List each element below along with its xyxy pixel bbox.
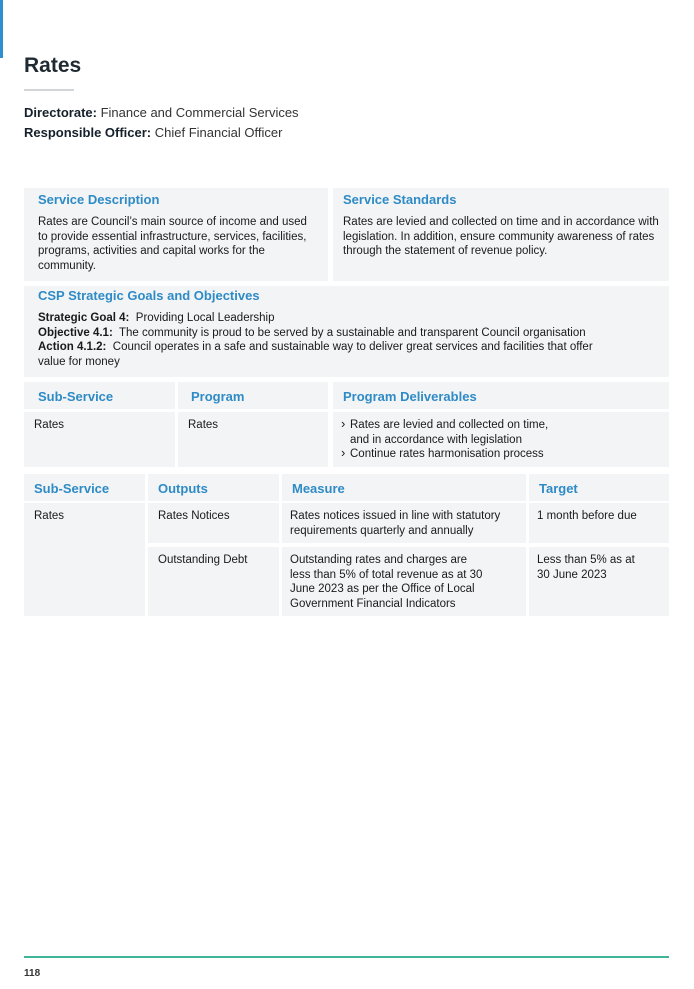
csp-goal [38,311,655,326]
edge-accent-bar [0,0,3,58]
service-description-heading: Service Description [38,192,160,207]
output-value: Outstanding Debt [158,554,248,566]
sub-service-value: Rates [34,419,65,431]
outputs-table-sub-service-cell [24,503,145,616]
program-table-header-deliverables [333,382,669,409]
service-description-text: Rates are Council’s main source of income and used to provide essential infrastructure, services, facilities, programs, activities and capital works for the community. [38,216,307,272]
program-table-sub-service-cell [24,412,175,467]
table-row-output [148,503,279,543]
service-description-panel [24,188,328,281]
csp-heading: CSP Strategic Goals and Objectives [38,288,260,303]
outputs-table-header-measure [282,474,526,501]
header-label: Program Deliverables [343,389,477,404]
officer-line [24,125,282,140]
page-title: Rates [24,54,82,77]
page-number: 118 [24,968,41,979]
program-table-program-cell [178,412,328,467]
csp-action [38,340,608,369]
csp-action-label: Action 4.1.2: [38,341,107,353]
officer-label: Responsible Officer: [24,125,152,140]
list-item: › Rates are levied and collected on time, and in accordance with legislation [341,418,566,447]
program-table-deliverables-cell [333,412,669,467]
header-label: Target [539,481,578,496]
program-table-header-program [178,382,328,409]
csp-objective-text: The community is proud to be served by a sustainable and transparent Council organisation [118,326,586,339]
target-value: Less than 5% as at 30 June 2023 [537,554,635,581]
table-row-target [529,503,669,543]
table-row-measure [282,547,526,616]
list-item: › Continue rates harmonisation process [341,447,581,462]
csp-goal-text: Providing Local Leadership [135,312,275,324]
header-label: Sub-Service [38,389,114,404]
table-row-output [148,547,279,616]
table-row-measure [282,503,526,543]
program-table-header-sub-service [24,382,175,409]
header-label: Measure [292,481,345,496]
service-standards-text: Rates are levied and collected on time and in accordance with legislation. In addition, ensure community awareness of rates through the statement of revenue policy. [343,216,659,257]
officer-value: Chief Financial Officer [154,125,283,140]
outputs-table-header-target [529,474,669,501]
output-value: Rates Notices [158,510,230,522]
csp-action-text: Council operates in a safe and sustainable way to deliver great services and facilities that offer value for money [38,341,593,368]
program-value: Rates [188,419,219,431]
service-standards-panel [333,188,669,281]
header-label: Outputs [158,481,208,496]
target-value: 1 month before due [537,510,637,522]
csp-objective [38,326,655,341]
csp-goal-label: Strategic Goal 4: [38,312,130,324]
table-row-target [529,547,669,616]
measure-value: Outstanding rates and charges are less than 5% of total revenue as at 30 June 2023 as per the Office of Local Government Financial Indicators [290,554,483,610]
sub-service-value: Rates [34,510,65,522]
csp-objective-label: Objective 4.1: [38,326,113,339]
csp-panel [24,286,669,377]
outputs-table-header-sub-service [24,474,145,501]
footer-rule [24,956,669,958]
directorate-value: Finance and Commercial Services [100,105,299,120]
service-standards-heading: Service Standards [343,192,457,207]
header-label: Program [191,389,245,404]
title-underline [24,89,74,91]
measure-value: Rates notices issued in line with statutory requirements quarterly and annually [290,510,501,537]
deliverables-list [341,418,566,462]
header-label: Sub-Service [34,481,110,496]
outputs-table-header-outputs [148,474,279,501]
directorate-label: Directorate: [24,105,97,120]
directorate-line [24,105,299,120]
